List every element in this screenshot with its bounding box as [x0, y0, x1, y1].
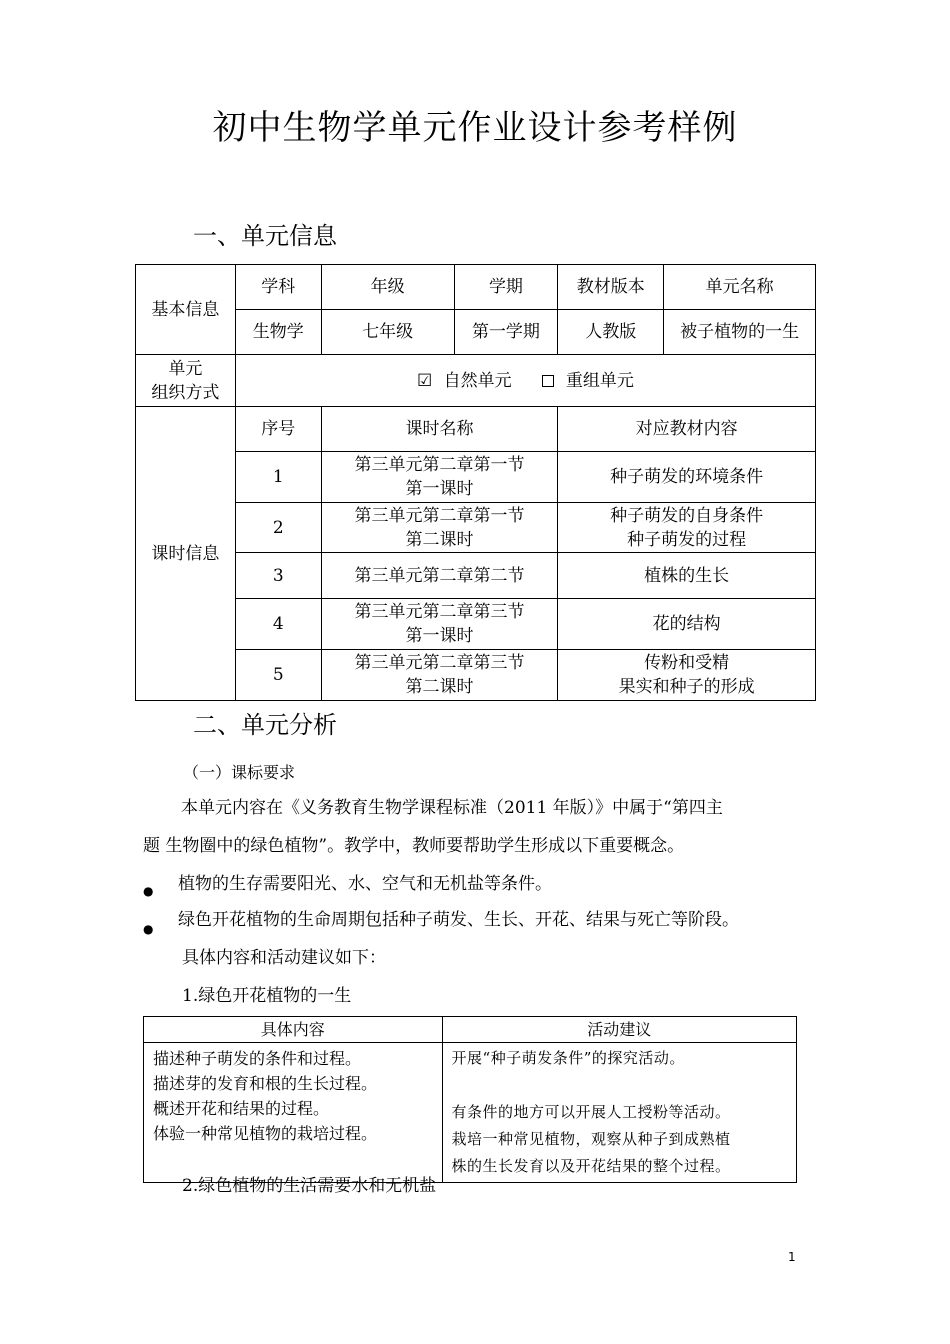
value-grade: 七年级: [321, 310, 454, 355]
lesson-name-line1: 第三单元第二章第三节: [354, 602, 525, 622]
page-number: 1: [788, 1250, 796, 1264]
lesson-name-line1: 第三单元第二章第二节: [354, 565, 525, 586]
value-unit-name: 被子植物的一生: [664, 310, 816, 355]
bullet-icon: ●: [143, 922, 154, 936]
lesson-content: [558, 452, 816, 503]
std-header-activity: 活动建议: [442, 1017, 796, 1043]
lesson-content-line1: 种子萌发的自身条件: [610, 505, 764, 526]
lesson-header-content: 对应教材内容: [558, 407, 816, 452]
lesson-content-line1: 植株的生长: [644, 565, 730, 586]
lesson-row: [136, 503, 816, 553]
lesson-no: 2: [235, 503, 321, 553]
lesson-row: [136, 452, 816, 503]
subheading-curriculum-standard: （一）课标要求: [183, 763, 296, 782]
regroup-unit-checkbox-icon[interactable]: [542, 375, 554, 387]
lesson-no: 1: [235, 452, 321, 503]
std-content-line: 描述芽的发育和根的生长过程。: [153, 1074, 378, 1093]
unit-info-table: [135, 264, 816, 701]
lesson-no: 5: [235, 650, 321, 701]
org-label-line1: 单元: [168, 358, 203, 379]
list-item-heading: 2.绿色植物的生活需要水和无机盐: [182, 1176, 437, 1196]
lesson-name: [321, 503, 558, 553]
lesson-name: [321, 452, 558, 503]
list-item-heading: 1.绿色开花植物的一生: [182, 986, 352, 1006]
org-label: [136, 355, 236, 407]
value-subject: 生物学: [235, 310, 321, 355]
document-title: 初中生物学单元作业设计参考样例: [212, 108, 738, 148]
basic-info-header-row: [136, 265, 816, 310]
std-content-line: 体验一种常见植物的栽培过程。: [153, 1124, 378, 1143]
header-unit-name: 单元名称: [664, 265, 816, 310]
std-content-line: 概述开花和结果的过程。: [153, 1099, 330, 1118]
lesson-name: [321, 599, 558, 650]
lesson-content: [558, 599, 816, 650]
lesson-row: [136, 553, 816, 599]
std-content-line: 描述种子萌发的条件和过程。: [153, 1049, 362, 1068]
lesson-no: 3: [235, 553, 321, 599]
regroup-unit-label: 重组单元: [565, 370, 634, 391]
lesson-content: [558, 503, 816, 553]
lesson-content-line1: 传粉和受精: [644, 653, 730, 673]
natural-unit-label: 自然单元: [443, 370, 512, 391]
section-heading-unit-analysis: 二、单元分析: [193, 711, 337, 739]
standards-table: [143, 1016, 797, 1183]
std-activity-cell: [442, 1043, 796, 1183]
lesson-name: [321, 650, 558, 701]
lesson-row: [136, 650, 816, 701]
lesson-header-name: 课时名称: [321, 407, 558, 452]
lesson-name-line1: 第三单元第二章第一节: [354, 455, 525, 475]
std-activity-line: 开展“种子萌发条件”的探究活动。: [451, 1049, 685, 1067]
bullet-item: 植物的生存需要阳光、水、空气和无机盐等条件。: [178, 874, 552, 894]
lesson-header-row: [136, 407, 816, 452]
std-header-content: 具体内容: [144, 1017, 443, 1043]
header-grade: 年级: [321, 265, 454, 310]
lesson-header-no: 序号: [235, 407, 321, 452]
lesson-name-line2: 第二课时: [405, 677, 474, 697]
lesson-name-line1: 第三单元第二章第一节: [354, 505, 525, 526]
section-heading-unit-info: 一、单元信息: [193, 222, 337, 250]
lesson-info-label: 课时信息: [136, 407, 236, 701]
paragraph-line: 题 生物圈中的绿色植物”。教学中，教师要帮助学生形成以下重要概念。: [143, 836, 685, 856]
lesson-content-line2: 果实和种子的形成: [618, 677, 755, 697]
lesson-content-line1: 种子萌发的环境条件: [610, 467, 764, 487]
lesson-no: 4: [235, 599, 321, 650]
lesson-content: [558, 650, 816, 701]
header-subject: 学科: [235, 265, 321, 310]
std-activity-line: 有条件的地方可以开展人工授粉等活动。: [451, 1103, 731, 1121]
lesson-content: [558, 553, 816, 599]
value-textbook: 人教版: [558, 310, 664, 355]
paragraph-line: 本单元内容在《义务教育生物学课程标准（2011 年版）》中属于“第四主: [181, 798, 723, 818]
lesson-name-line2: 第一课时: [405, 626, 474, 646]
natural-unit-checkbox-checked-icon[interactable]: ☑: [416, 370, 433, 391]
lesson-content-line1: 花的结构: [652, 614, 721, 634]
lesson-name-line2: 第一课时: [405, 479, 474, 499]
lesson-content-line2: 种子萌发的过程: [627, 529, 747, 550]
std-activity-line: 株的生长发育以及开花结果的整个过程。: [451, 1157, 731, 1175]
lesson-name: [321, 553, 558, 599]
std-content-cell: [144, 1043, 443, 1183]
value-term: 第一学期: [454, 310, 558, 355]
header-term: 学期: [454, 265, 558, 310]
std-activity-line: 栽培一种常见植物，观察从种子到成熟植: [451, 1130, 731, 1148]
header-textbook: 教材版本: [558, 265, 664, 310]
bullet-item: 绿色开花植物的生命周期包括种子萌发、生长、开花、结果与死亡等阶段。: [178, 910, 739, 930]
org-row: [136, 355, 816, 407]
lesson-name-line1: 第三单元第二章第三节: [354, 653, 525, 673]
basic-info-label: 基本信息: [136, 265, 236, 355]
basic-info-value-row: [136, 310, 816, 355]
org-options: [235, 355, 815, 407]
paragraph-line: 具体内容和活动建议如下：: [182, 948, 386, 968]
bullet-icon: ●: [143, 884, 154, 898]
lesson-name-line2: 第二课时: [405, 529, 474, 550]
org-label-line2: 组织方式: [151, 382, 220, 403]
std-activity-line: [452, 1072, 787, 1099]
lesson-row: [136, 599, 816, 650]
